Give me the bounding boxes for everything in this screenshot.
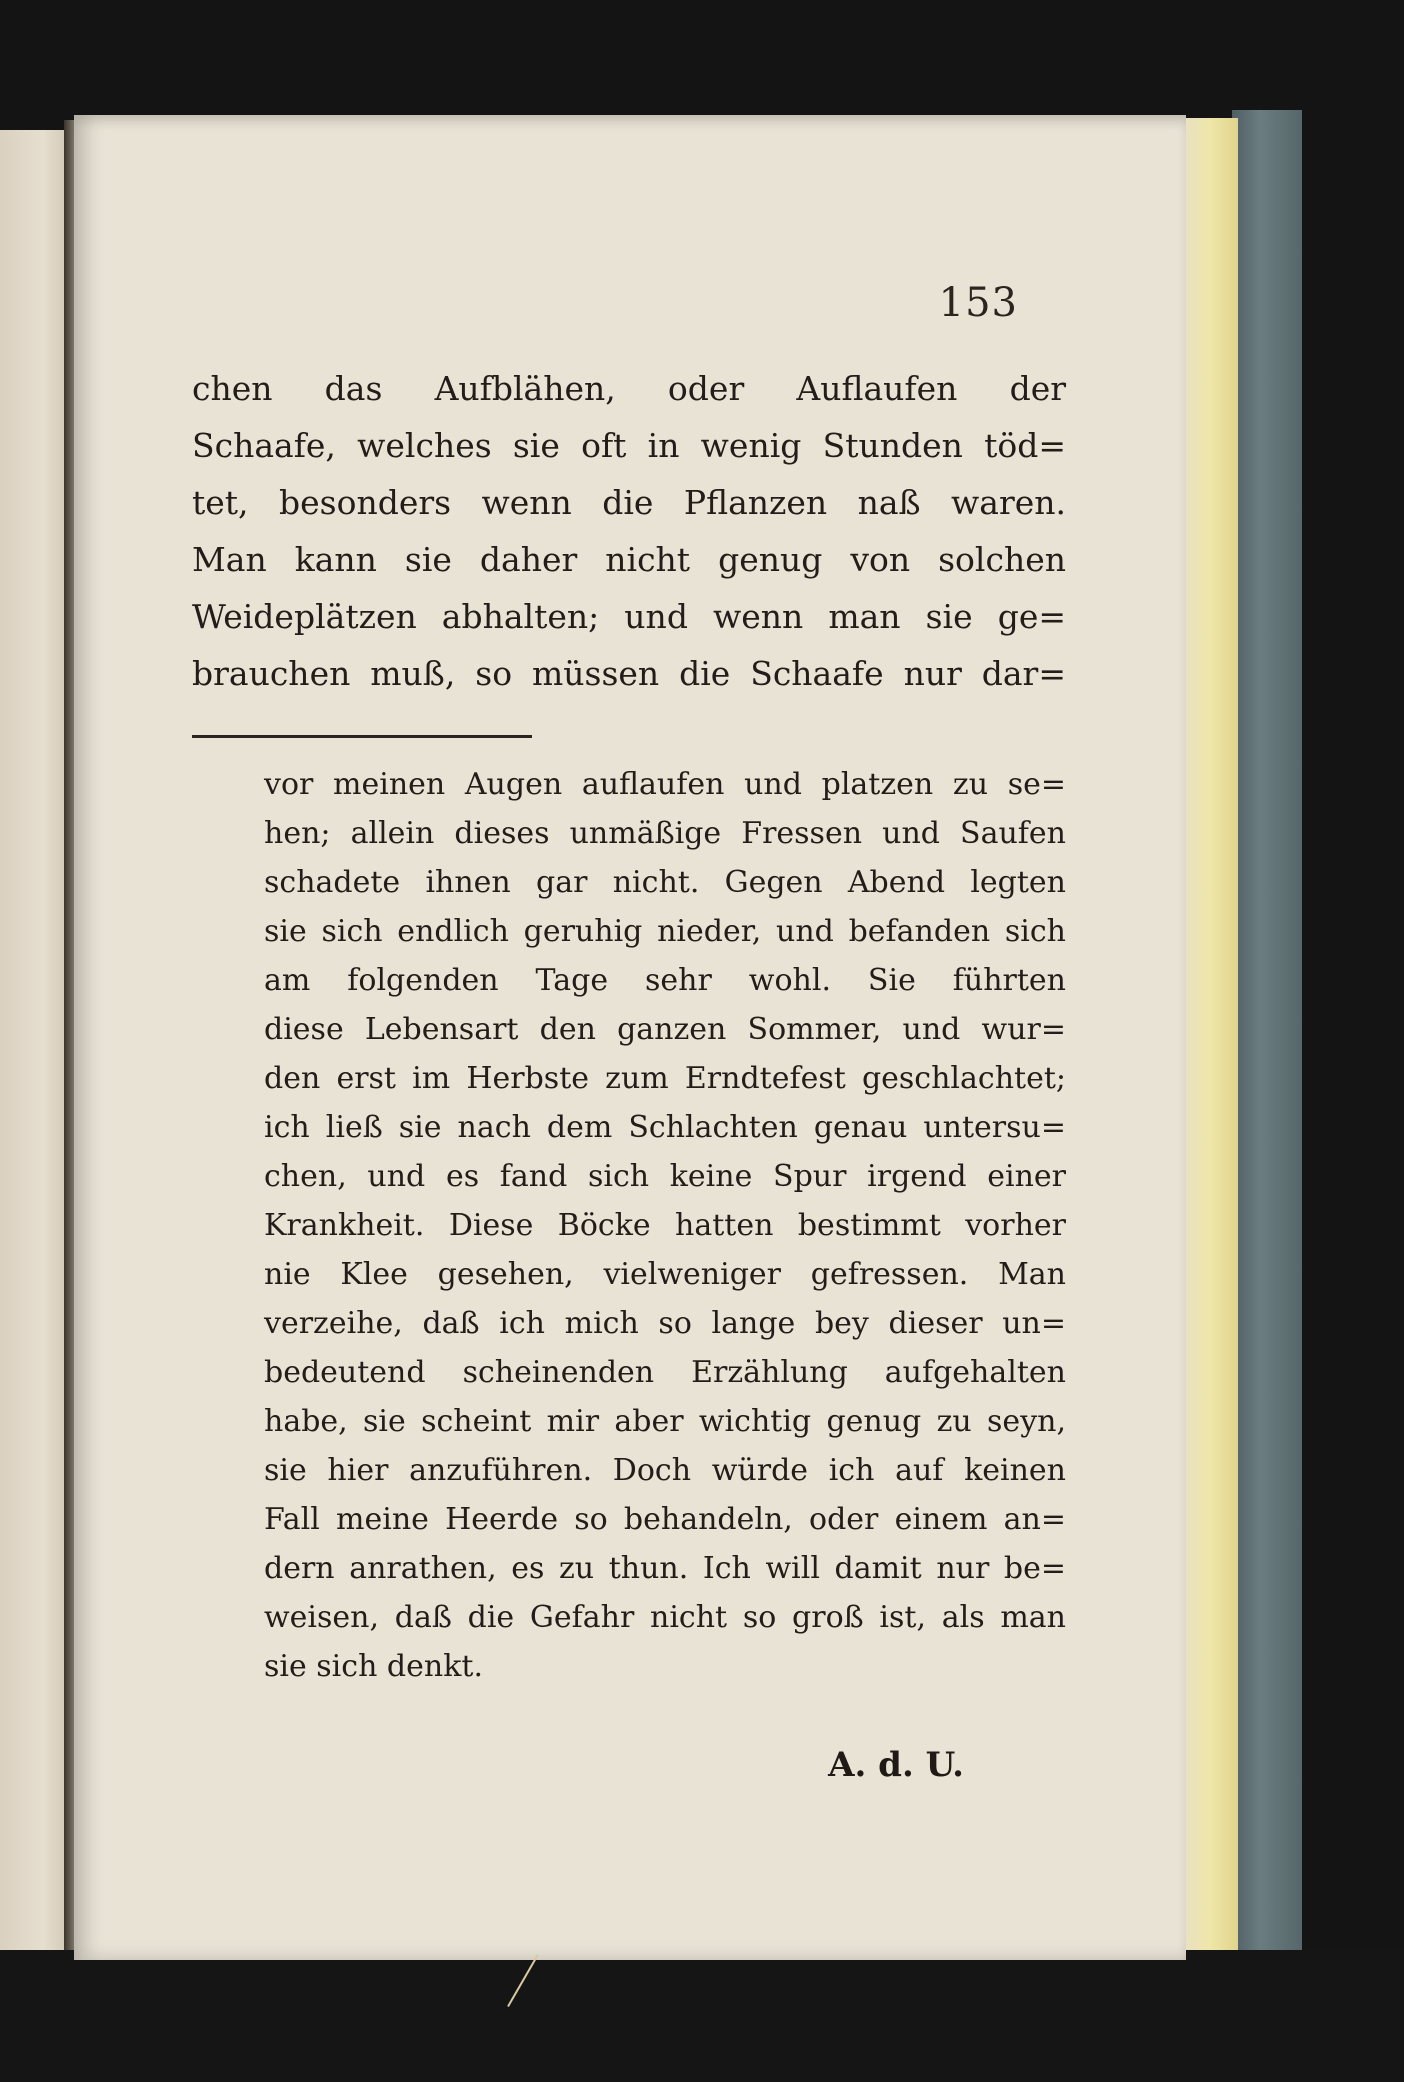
page-number: 153 [938,280,1018,326]
book-page [74,115,1186,1960]
footnote-line: bedeutend scheinenden Erzählung aufgehalten [264,1355,1066,1390]
footnote-line: diese Lebensart den ganzen Sommer, und wur= [264,1012,1066,1047]
book-cover-edge [1232,110,1302,1960]
footnote-line: hen; allein dieses unmäßige Fressen und Saufen [264,816,1066,851]
footnote-line: chen, und es fand sich keine Spur irgend einer [264,1159,1066,1194]
footnote-line: habe, sie scheint mir aber wichtig genug zu seyn, [264,1404,1066,1439]
footnote-rule [192,735,532,738]
main-line: Schaafe, welches sie oft in wenig Stunden töd= [192,426,1066,465]
footnote-line: ich ließ sie nach dem Schlachten genau untersu= [264,1110,1066,1145]
page-block-edge [1182,118,1238,1958]
footnote-line: sie sich endlich geruhig nieder, und befanden sich [264,914,1066,949]
footnote-line: vor meinen Augen auflaufen und platzen zu se= [264,767,1066,802]
footnote-line: Krankheit. Diese Böcke hatten bestimmt vorher [264,1208,1066,1243]
footnote-line: dern anrathen, es zu thun. Ich will damit nur be= [264,1551,1066,1586]
footnote-line: am folgenden Tage sehr wohl. Sie führten [264,963,1066,998]
main-text [192,360,1066,702]
footnote-signature: A. d. U. [828,1745,964,1785]
left-page-edge [0,130,72,1960]
footnote-line: schadete ihnen gar nicht. Gegen Abend legten [264,865,1066,900]
footnote-line: nie Klee gesehen, vielweniger gefressen. Man [264,1257,1066,1292]
main-line: tet, besonders wenn die Pflanzen naß waren. [192,483,1066,522]
footnote-line: verzeihe, daß ich mich so lange bey dieser un= [264,1306,1066,1341]
scan-bottom-border [0,1950,1404,2082]
footnote-text [264,760,1066,1691]
footnote-line: sie sich denkt. [264,1649,483,1684]
footnote-line: sie hier anzuführen. Doch würde ich auf keinen [264,1453,1066,1488]
main-line: Weideplätzen abhalten; und wenn man sie ge= [192,597,1066,636]
footnote-line: weisen, daß die Gefahr nicht so groß ist, als man [264,1600,1066,1635]
main-line: chen das Aufblähen, oder Auflaufen der [192,369,1066,408]
footnote-line: Fall meine Heerde so behandeln, oder einem an= [264,1502,1066,1537]
footnote-line: den erst im Herbste zum Erndtefest geschlachtet; [264,1061,1066,1096]
main-line: Man kann sie daher nicht genug von solchen [192,540,1066,579]
main-line: brauchen muß, so müssen die Schaafe nur dar= [192,654,1066,693]
